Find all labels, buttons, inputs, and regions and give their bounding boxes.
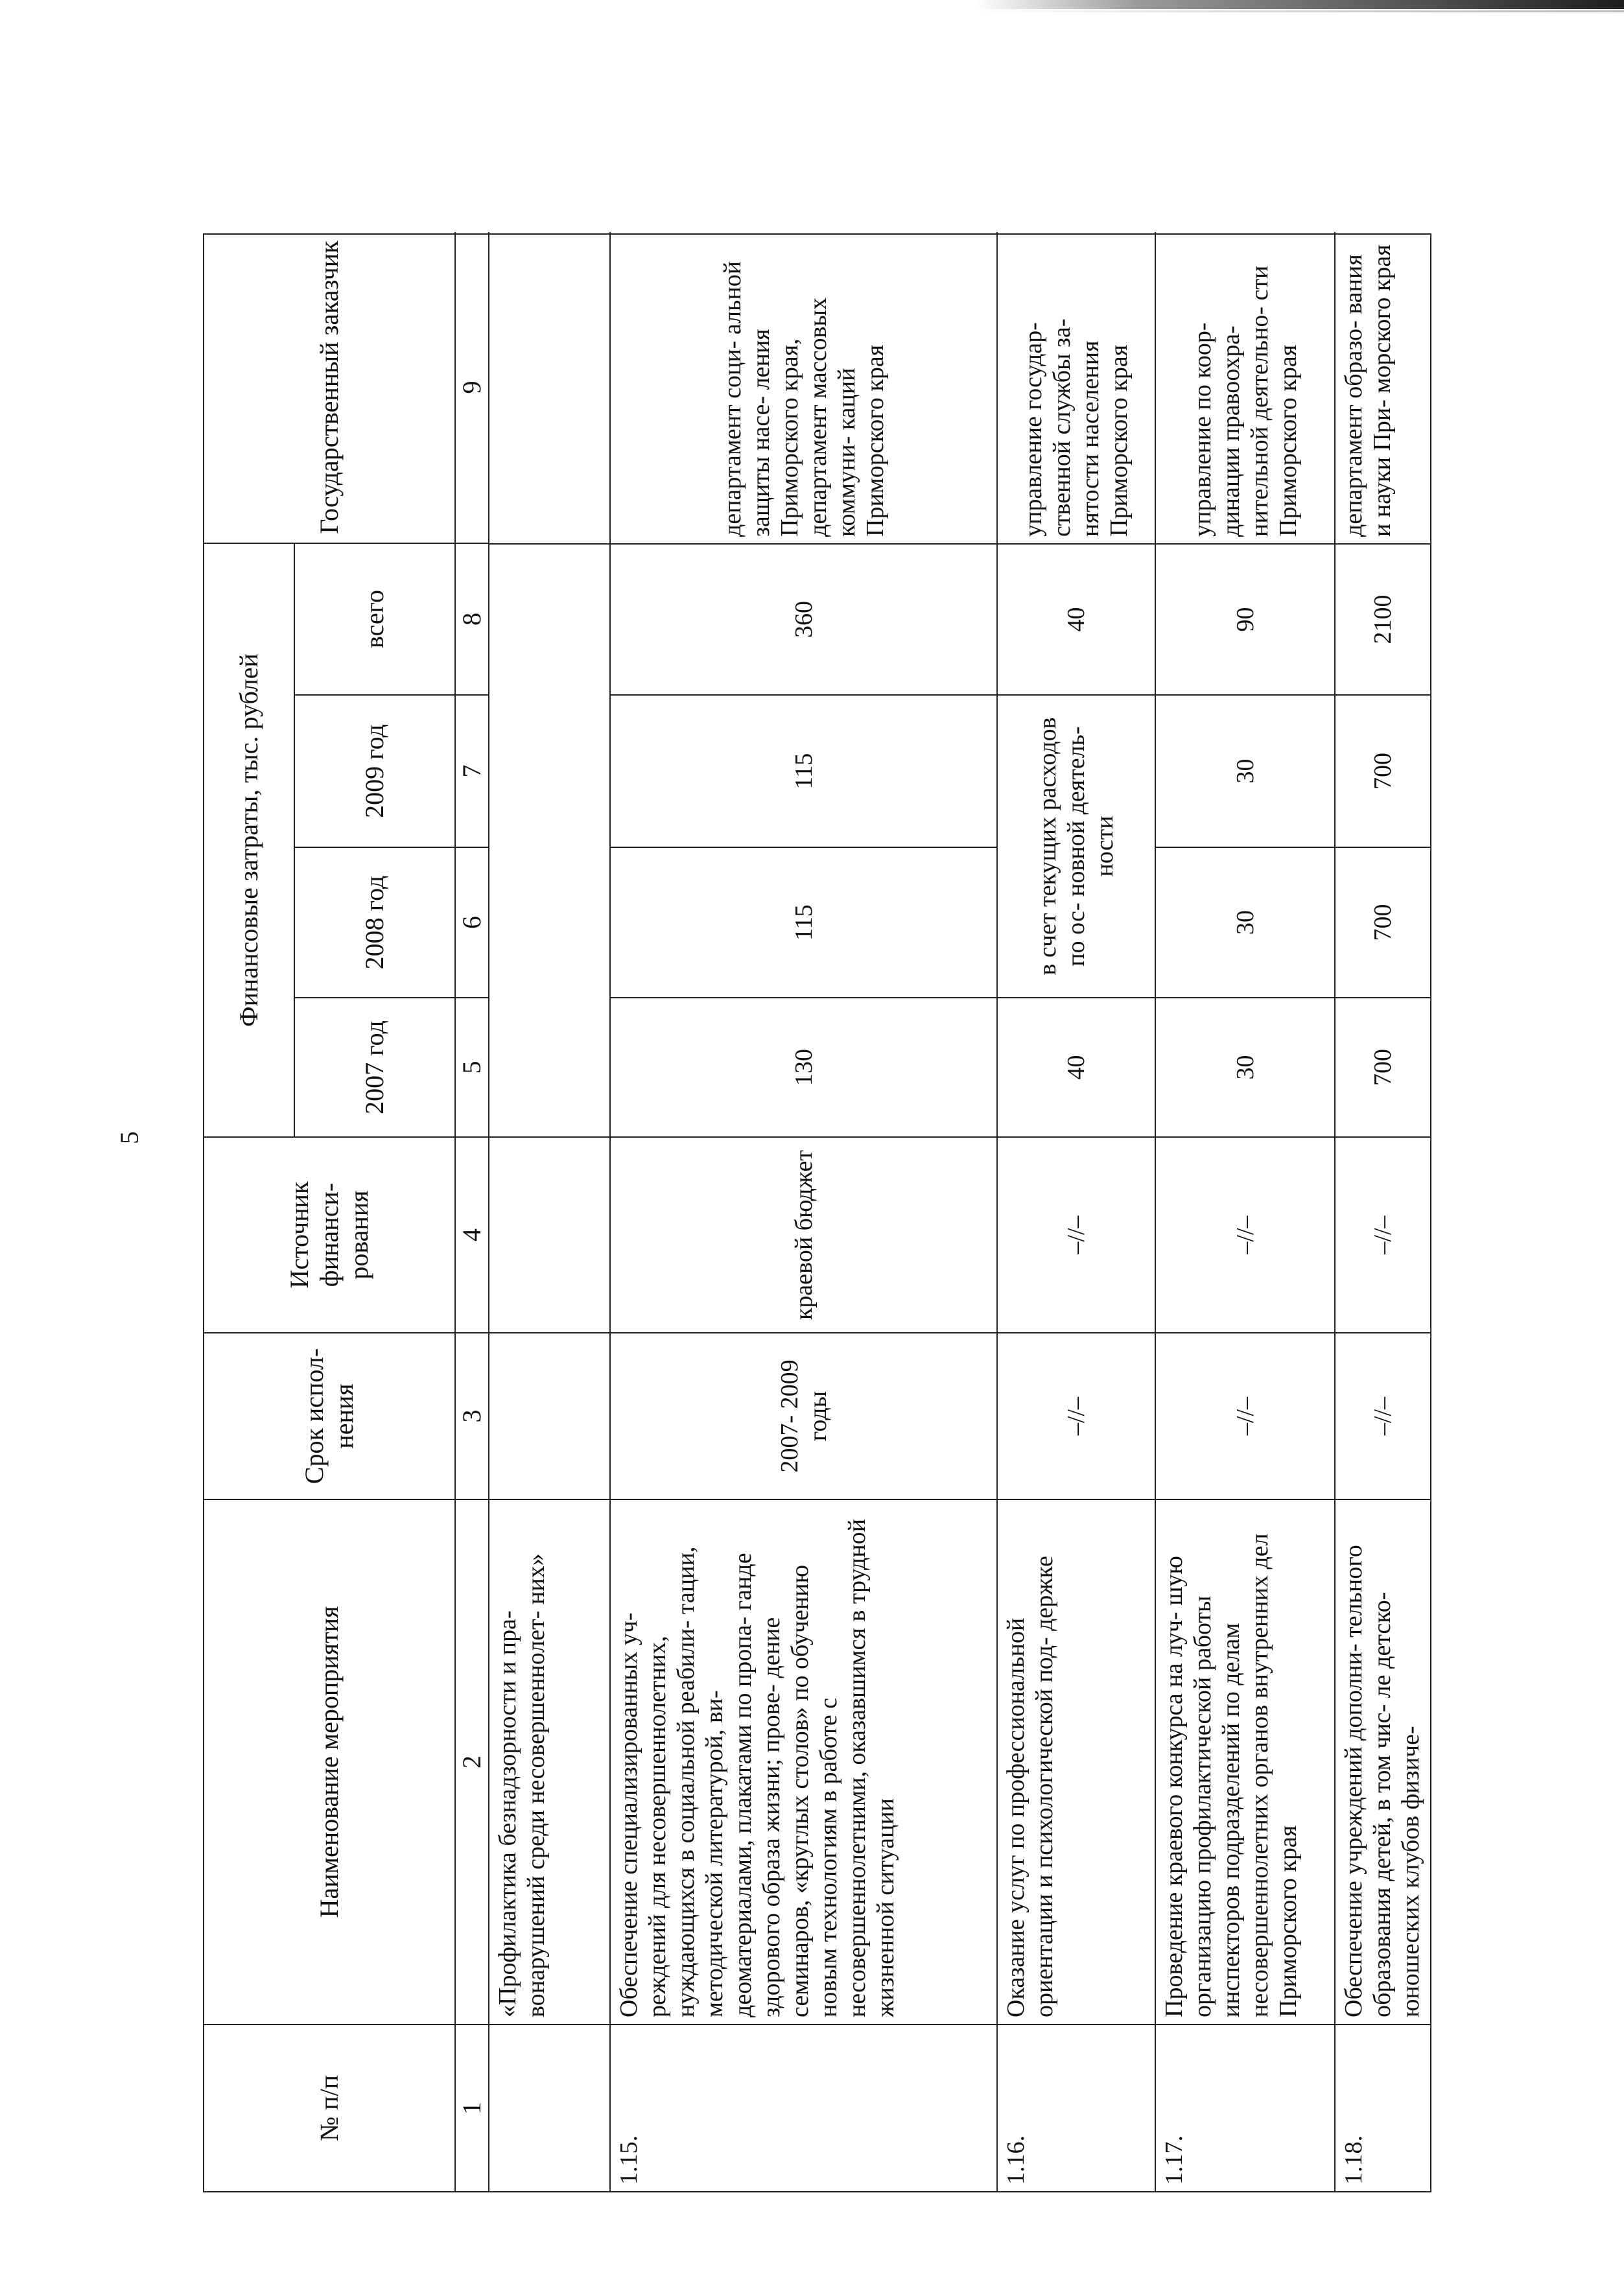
row-2007: 700 — [1336, 997, 1430, 1136]
row-name: Обеспечение специализированных уч- реждений для несовершеннолетних, нуждающихся в социальной реабили- тации, методической литературой, ви- деоматериалами, плакатами по пропа- ганде здорового образа жизни; прове- дение семинаров, «круглых столов» по обучению новым технологиям в работе с несовершеннолетними, оказавшимся в трудной жизненной ситуации — [611, 1499, 998, 2024]
row-2009: 30 — [1156, 694, 1336, 847]
col-number: 7 — [456, 694, 489, 847]
col-number: 9 — [456, 232, 489, 543]
header-num: № п/п — [204, 2024, 456, 2191]
col-number: 5 — [456, 997, 489, 1136]
section-empty-cell — [489, 232, 611, 543]
row-name: Обеспечение учреждений дополни- тельного образования детей, в том чис- ле детско-юношеских клубов физиче- — [1336, 1499, 1430, 2024]
row-total: 40 — [998, 543, 1156, 694]
header-costs: Финансовые затраты, тыс. рублей — [204, 543, 295, 1136]
row-num: 1.17. — [1156, 2024, 1336, 2191]
header-term: Срок испол- нения — [204, 1332, 456, 1499]
row-source: краевой бюджет — [611, 1136, 998, 1332]
row-name: Оказание услуг по профессиональной ориентации и психологической под- держке — [998, 1499, 1156, 2024]
section-empty-cell — [489, 1332, 611, 1499]
header-source: Источник финанси- рования — [204, 1136, 456, 1332]
row-2008: 115 — [611, 847, 998, 997]
section-empty-cell — [489, 1136, 611, 1332]
row-source: –//– — [1156, 1136, 1336, 1332]
header-customer: Государственный заказчик — [204, 232, 456, 543]
row-customer: департамент соци- альной защиты насе- ления Приморского края, департамент массовых коммуни- каций Приморского края — [611, 232, 998, 543]
section-num-cell — [489, 2024, 611, 2191]
row-source: –//– — [998, 1136, 1156, 1332]
row-term: –//– — [1336, 1332, 1430, 1499]
row-num: 1.15. — [611, 2024, 998, 2191]
col-number: 3 — [456, 1332, 489, 1499]
header-total: всего — [295, 543, 456, 694]
row-num: 1.18. — [1336, 2024, 1430, 2191]
col-number: 8 — [456, 543, 489, 694]
row-name: Проведение краевого конкурса на луч- шую организацию профилактической работы инспекторов подразделений по делам несовершеннолетних органов внутренних дел Приморского края — [1156, 1499, 1336, 2024]
page-number: 5 — [115, 1131, 144, 1144]
row-term: –//– — [998, 1332, 1156, 1499]
row-2008-2009-note: в счет текущих расходов по ос- новной деятель- ности — [998, 694, 1156, 997]
header-2007: 2007 год — [295, 997, 456, 1136]
row-total: 2100 — [1336, 543, 1430, 694]
row-total: 90 — [1156, 543, 1336, 694]
col-number: 6 — [456, 847, 489, 997]
row-2008: 700 — [1336, 847, 1430, 997]
row-2008: 30 — [1156, 847, 1336, 997]
row-term: 2007- 2009 годы — [611, 1332, 998, 1499]
measures-table — [203, 233, 1431, 2192]
row-2007: 30 — [1156, 997, 1336, 1136]
header-2008: 2008 год — [295, 847, 456, 997]
row-customer: управление государ- ственной службы за- нятости населения Приморского края — [998, 232, 1156, 543]
section-empty-cell — [489, 543, 611, 1136]
scan-edge-mark-thin — [976, 10, 1624, 12]
row-customer: управление по коор- динации правоохра- нительной деятельно- сти Приморского края — [1156, 232, 1336, 543]
col-number: 4 — [456, 1136, 489, 1332]
section-title: «Профилактика безнадзорности и пра- вонарушений среди несовершеннолет- них» — [489, 1499, 611, 2024]
row-term: –//– — [1156, 1332, 1336, 1499]
row-num: 1.16. — [998, 2024, 1156, 2191]
row-source: –//– — [1336, 1136, 1430, 1332]
col-number: 1 — [456, 2024, 489, 2191]
col-number: 2 — [456, 1499, 489, 2024]
row-customer: департамент образо- вания и науки При- морского края — [1340, 244, 1396, 537]
row-total: 360 — [611, 543, 998, 694]
row-2009: 115 — [611, 694, 998, 847]
header-name: Наименование мероприятия — [204, 1499, 456, 2024]
row-2009: 700 — [1336, 694, 1430, 847]
header-2009: 2009 год — [295, 694, 456, 847]
row-2007: 40 — [998, 997, 1156, 1136]
scan-edge-mark — [976, 0, 1624, 9]
row-2007: 130 — [611, 997, 998, 1136]
